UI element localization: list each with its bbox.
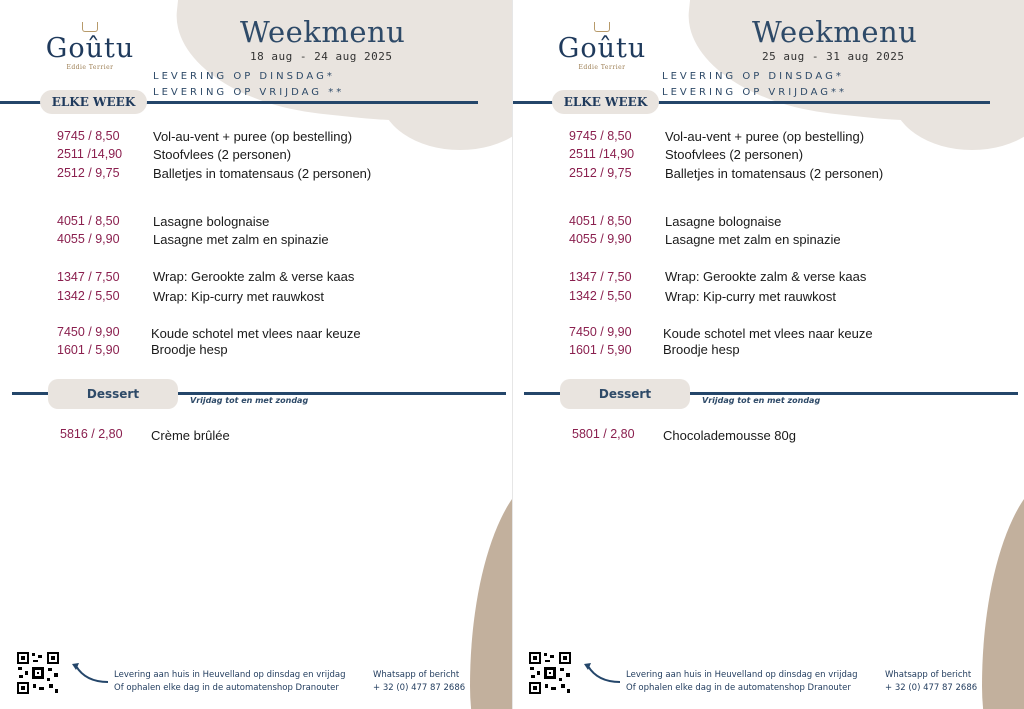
item-name: Balletjes in tomatensaus (2 personen) [153,166,372,181]
footer-line: Of ophalen elke dag in de automatenshop Dranouter [626,683,851,693]
logo-subtitle: Eddie Terrier [66,64,114,71]
footer-contact [373,669,465,695]
dessert-name: Chocolademousse 80g [663,428,796,443]
contact-label: Whatsapp of bericht [373,670,460,680]
item-name: Lasagne bolognaise [665,214,782,229]
item-name: Wrap: Kip-curry met rauwkost [153,289,324,304]
dessert-name: Crème brûlée [151,428,230,443]
item-name: Wrap: Gerookte zalm & verse kaas [153,269,355,284]
item-name: Broodje hesp [663,342,740,357]
logo-subtitle: Eddie Terrier [578,64,626,71]
footer-delivery-info [114,669,345,695]
item-name: Balletjes in tomatensaus (2 personen) [665,166,884,181]
item-name: Stoofvlees (2 personen) [665,147,804,162]
item-name: Koude schotel met vlees naar keuze [663,326,873,341]
contact-phone[interactable]: + 32 (0) 477 87 2686 [373,683,466,693]
qr-code[interactable] [528,651,572,695]
delivery-friday: LEVERING OP VRIJDAG ** [153,87,345,98]
dessert-note: Vrijdag tot en met zondag [190,396,309,405]
item-name: Lasagne bolognaise [153,214,270,229]
item-code: 9745 / 8,50 [569,129,632,143]
item-code: 2511 /14,90 [569,147,635,161]
date-range: 18 aug - 24 aug 2025 [250,50,393,63]
item-code: 9745 / 8,50 [57,129,120,143]
qr-code[interactable] [16,651,60,695]
dessert-badge: Dessert [560,379,690,409]
item-code: 1342 / 5,50 [569,289,632,303]
item-code: 2512 / 9,75 [57,166,120,180]
logo-word: Goûtu [557,33,647,64]
item-code: 1601 / 5,90 [569,343,632,357]
dessert-note: Vrijdag tot en met zondag [702,396,821,405]
item-name: Lasagne met zalm en spinazie [153,232,329,247]
item-code: 7450 / 9,90 [569,325,632,339]
item-code: 2512 / 9,75 [569,166,632,180]
item-code: 1347 / 7,50 [57,270,120,284]
every-week-badge: ELKE WEEK [40,90,147,114]
delivery-tuesday: LEVERING OP DINSDAG* [662,71,844,82]
item-name: Stoofvlees (2 personen) [153,147,292,162]
dessert-badge: Dessert [48,379,178,409]
item-code: 4055 / 9,90 [569,232,632,246]
footer-delivery-info [626,669,857,695]
page-title: Weekmenu [752,15,918,49]
footer-line: Levering aan huis in Heuvelland op dinsdag en vrijdag [114,670,346,680]
footer-contact [885,669,977,695]
item-name: Lasagne met zalm en spinazie [665,232,841,247]
curved-arrow-icon [70,660,110,686]
item-name: Wrap: Kip-curry met rauwkost [665,289,836,304]
dessert-code: 5816 / 2,80 [60,427,123,441]
menu-page-week-2 [512,0,1024,709]
curved-arrow-icon [582,660,622,686]
logo-word: Goûtu [45,33,135,64]
footer-line: Of ophalen elke dag in de automatenshop Dranouter [114,683,339,693]
item-name: Vol-au-vent + puree (op bestelling) [153,129,353,144]
delivery-tuesday: LEVERING OP DINSDAG* [153,71,335,82]
item-name: Broodje hesp [151,342,228,357]
item-code: 1347 / 7,50 [569,270,632,284]
date-range: 25 aug - 31 aug 2025 [762,50,905,63]
contact-phone[interactable]: + 32 (0) 477 87 2686 [885,683,978,693]
crown-icon [82,22,98,32]
item-name: Koude schotel met vlees naar keuze [151,326,361,341]
footer-line: Levering aan huis in Heuvelland op dinsdag en vrijdag [626,670,858,680]
decorative-shape [470,470,512,709]
every-week-badge: ELKE WEEK [552,90,659,114]
item-code: 7450 / 9,90 [57,325,120,339]
delivery-friday: LEVERING OP VRIJDAG** [662,87,848,98]
item-code: 4051 / 8,50 [57,214,120,228]
item-code: 4055 / 9,90 [57,232,120,246]
dessert-code: 5801 / 2,80 [572,427,635,441]
goutu-logo [45,22,135,71]
crown-icon [594,22,610,32]
item-name: Wrap: Gerookte zalm & verse kaas [665,269,867,284]
item-name: Vol-au-vent + puree (op bestelling) [665,129,865,144]
item-code: 4051 / 8,50 [569,214,632,228]
page-title: Weekmenu [240,15,406,49]
decorative-shape [982,470,1024,709]
item-code: 1601 / 5,90 [57,343,120,357]
contact-label: Whatsapp of bericht [885,670,972,680]
goutu-logo [557,22,647,71]
item-code: 1342 / 5,50 [57,289,120,303]
item-code: 2511 /14,90 [57,147,123,161]
